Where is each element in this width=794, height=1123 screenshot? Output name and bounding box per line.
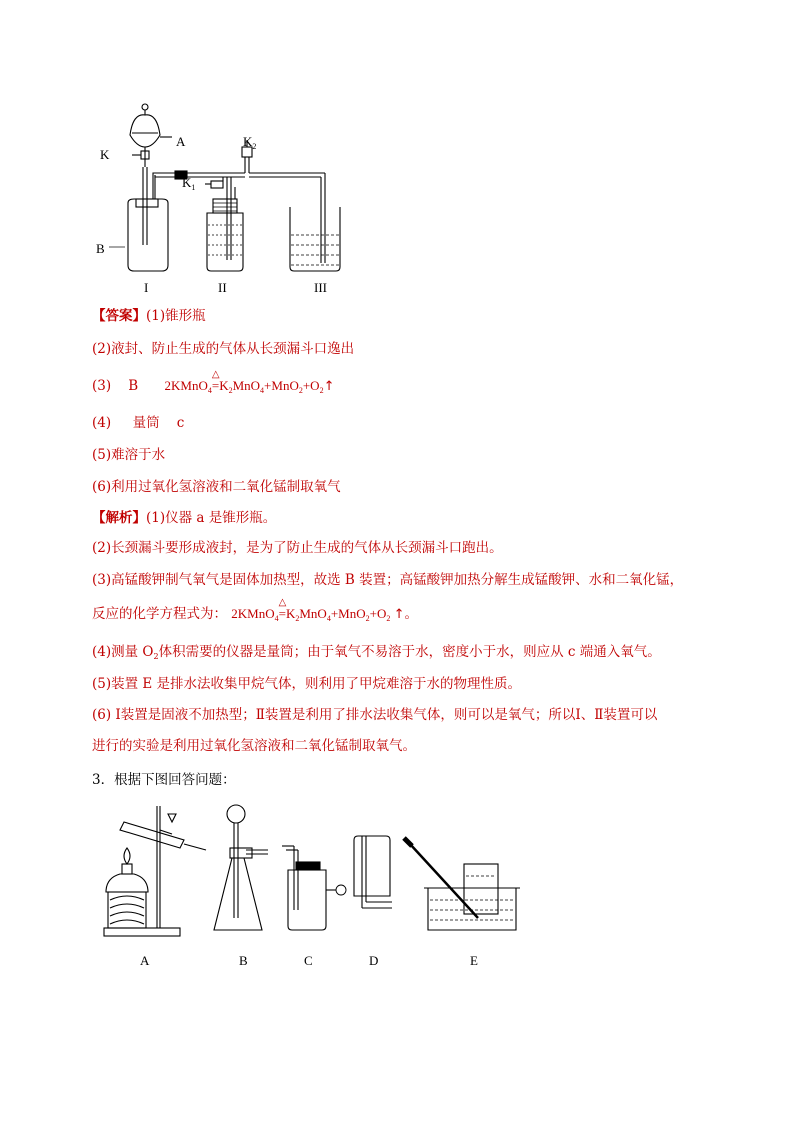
analysis-4: (4)测量 $O_2$体积需要的仪器是量筒；由于氧气不易溶于水，密度小于水，则应从 c 端通入氧气。	[92, 644, 661, 661]
analysis-2: (2)长颈漏斗要形成液封，是为了防止生成的气体从长颈漏斗口跑出。	[92, 540, 503, 556]
figure1-label-a: A	[176, 134, 186, 149]
figure3-label-d: D	[369, 953, 379, 968]
figure3-label-e: E	[470, 953, 478, 968]
figure1-label-ii: II	[218, 280, 227, 295]
answer-tag: 【答案】	[92, 308, 146, 324]
analysis-3: (3)高锰酸钾制气氧气是固体加热型，故选 B 装置；高锰酸钾加热分解生成锰酸钾、水和二氧化锰，	[92, 572, 684, 588]
equation-answer: 2KMnO$_4$ △ $=K_2MnO_4+MnO_2+O_2↑$	[164, 369, 335, 395]
figure3-label-c: C	[304, 953, 313, 968]
equation-analysis: 2KMnO$_4$ △ $=K_2MnO_4+MnO_2+O_2$ ↑	[231, 597, 405, 623]
apparatus-figure-3	[100, 800, 520, 945]
answer-2: (2)液封、防止生成的气体从长颈漏斗口逸出	[92, 341, 355, 357]
figure1-label-k2: $K_2$	[243, 134, 257, 151]
answer-1: (1)锥形瓶	[146, 308, 206, 324]
analysis-3b: 反应的化学方程式为： 2KMnO$_4$ △ $=K_2MnO_4+MnO_2+O_2$ ↑。	[92, 597, 418, 623]
figure1-label-b: B	[96, 241, 105, 256]
figure1-label-i: I	[144, 280, 149, 295]
figure3-label-b: B	[239, 953, 248, 968]
answer-4: (4) 量筒 c	[92, 415, 185, 431]
question-3-title: 3．根据下图回答问题：	[92, 772, 236, 788]
analysis-tag: 【解析】	[92, 510, 146, 526]
answer-6: (6)利用过氧化氢溶液和二氧化锰制取氧气	[92, 479, 341, 495]
analysis-6b: 进行的实验是利用过氧化氢溶液和二氧化锰制取氧气。	[92, 738, 416, 754]
analysis-line-1: 【解析】(1)仪器 a 是锥形瓶。	[92, 510, 277, 526]
analysis-5: (5)装置 E 是排水法收集甲烷气体，则利用了甲烷难溶于水的物理性质。	[92, 676, 522, 692]
answer-5: (5)难溶于水	[92, 447, 166, 463]
figure3-label-a: A	[140, 953, 150, 968]
figure1-label-k: K	[100, 147, 110, 162]
figure1-label-k1: $K_1$	[182, 175, 196, 192]
answer-3: (3) B 2KMnO$_4$ △ $=K_2MnO_4+MnO_2+O_2↑$	[92, 369, 335, 395]
analysis-6: (6) Ⅰ装置是固液不加热型；Ⅱ装置是利用了排水法收集气体，则可以是氧气；所以Ⅰ、Ⅱ装置可以	[92, 707, 658, 723]
apparatus-figure-1	[95, 95, 355, 280]
figure1-label-iii: III	[314, 280, 327, 295]
answer-line-1	[92, 306, 206, 326]
